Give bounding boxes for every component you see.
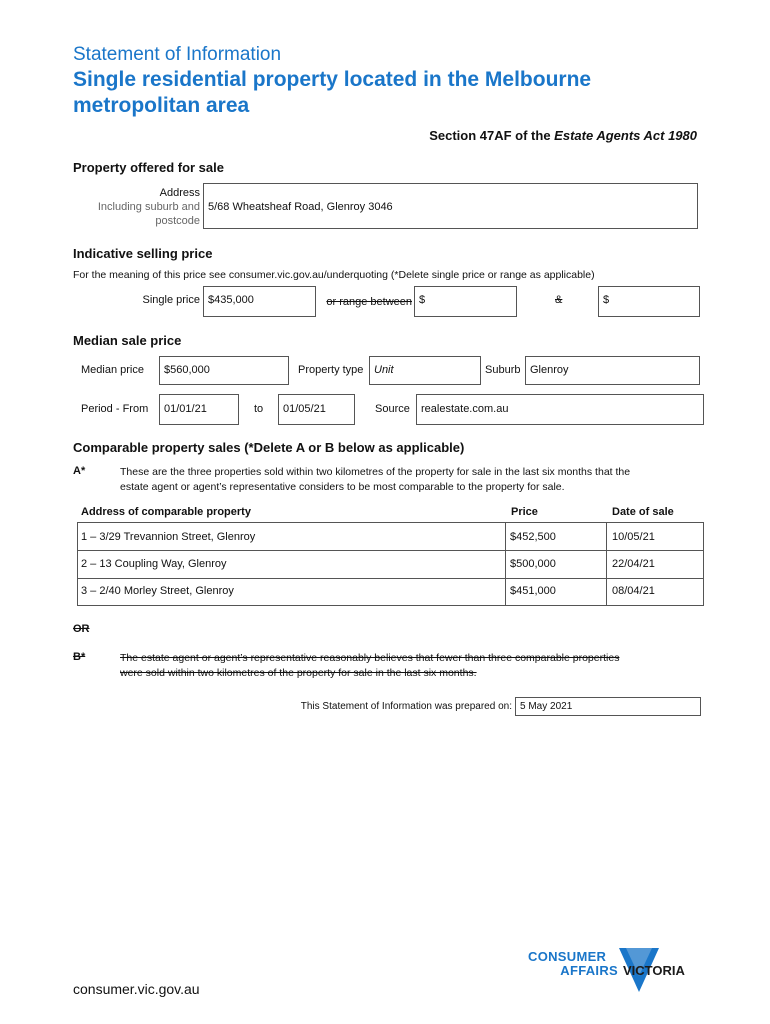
- indicative-note: For the meaning of this price see consumer.vic.gov.au/underquoting (*Delete single price or range as applicable): [73, 269, 595, 281]
- source-field[interactable]: [416, 394, 704, 425]
- single-price-value: $435,000: [208, 294, 254, 306]
- range-and-label: &: [555, 294, 563, 306]
- period-label: Period - From: [81, 403, 149, 415]
- address-value: 5/68 Wheatsheaf Road, Glenroy 3046: [208, 201, 393, 213]
- option-b-label: B*: [73, 651, 86, 663]
- option-a-text-line1: These are the three properties sold within two kilometres of the property for sale in the last six months that the: [120, 466, 631, 478]
- option-b-text-line2: were sold within two kilometres of the property for sale in the last six months.: [120, 667, 477, 679]
- comparable-table: [77, 522, 704, 606]
- property-type-field[interactable]: [369, 356, 481, 385]
- prepared-date-field[interactable]: [515, 697, 701, 716]
- source-label: Source: [375, 403, 410, 415]
- option-a-text: [120, 465, 630, 495]
- median-price-field[interactable]: [159, 356, 289, 385]
- indicative-heading: Indicative selling price: [73, 246, 213, 261]
- period-to-field[interactable]: [278, 394, 355, 425]
- section-prefix: Section 47AF of the: [429, 128, 555, 143]
- col-date-header: Date of sale: [612, 506, 674, 518]
- row-date: 10/05/21: [612, 531, 655, 543]
- range-from-value: $: [419, 294, 426, 306]
- col-address-header: Address of comparable property: [81, 506, 251, 518]
- page-title: [73, 67, 591, 119]
- row-price: $451,000: [510, 585, 556, 597]
- consumer-affairs-logo: [528, 946, 708, 996]
- or-label: OR: [73, 623, 90, 635]
- address-field[interactable]: [203, 183, 698, 229]
- section-reference: [429, 128, 697, 143]
- property-heading: Property offered for sale: [73, 160, 224, 175]
- option-a-label: A*: [73, 465, 86, 477]
- period-to-value: 01/05/21: [283, 403, 326, 415]
- address-label-line2: Including suburb and: [97, 201, 200, 213]
- option-b-text: [120, 651, 619, 681]
- address-label-line1: Address: [159, 187, 200, 199]
- median-heading: Median sale price: [73, 333, 182, 348]
- row-price: $500,000: [510, 558, 556, 570]
- median-price-value: $560,000: [164, 364, 210, 376]
- page-title-line1: Single residential property located in the Melbourne: [73, 68, 592, 91]
- option-a-text-line2: estate agent or agent’s representative considers to be most comparable to the property for sale.: [120, 481, 565, 493]
- logo-line2: AFFAIRS: [560, 963, 618, 978]
- range-to-value: $: [603, 294, 610, 306]
- single-price-label: Single price: [142, 294, 200, 306]
- period-from-value: 01/01/21: [164, 403, 207, 415]
- logo-state: VICTORIA: [623, 963, 685, 978]
- row-date: 22/04/21: [612, 558, 655, 570]
- footer-url: consumer.vic.gov.au: [73, 981, 200, 997]
- to-label: to: [254, 403, 264, 415]
- supertitle: Statement of Information: [73, 44, 282, 65]
- prepared-date-value: 5 May 2021: [520, 701, 573, 712]
- comparable-heading: Comparable property sales (*Delete A or B below as applicable): [73, 440, 465, 455]
- option-b-text-line1: The estate agent or agent’s representative reasonably believes that fewer than three comparable properties: [120, 652, 620, 664]
- property-type-label: Property type: [298, 364, 364, 376]
- prepared-label: This Statement of Information was prepared on:: [300, 701, 512, 712]
- address-label: [70, 186, 200, 228]
- row-address: 2 – 13 Coupling Way, Glenroy: [81, 558, 227, 570]
- single-price-field[interactable]: [203, 286, 316, 317]
- row-address: 1 – 3/29 Trevannion Street, Glenroy: [81, 531, 256, 543]
- range-to-field[interactable]: [598, 286, 700, 317]
- range-label: or range between: [326, 296, 412, 308]
- act-name: Estate Agents Act 1980: [554, 128, 697, 143]
- row-price: $452,500: [510, 531, 556, 543]
- median-price-label: Median price: [81, 364, 144, 376]
- page-title-line2: metropolitan area: [73, 94, 250, 117]
- suburb-label: Suburb: [485, 364, 521, 376]
- suburb-field[interactable]: [525, 356, 700, 385]
- range-from-field[interactable]: [414, 286, 517, 317]
- address-label-line3: postcode: [155, 215, 200, 227]
- row-date: 08/04/21: [612, 585, 655, 597]
- suburb-value: Glenroy: [530, 364, 569, 376]
- col-price-header: Price: [511, 506, 538, 518]
- row-address: 3 – 2/40 Morley Street, Glenroy: [81, 585, 234, 597]
- logo-line1: CONSUMER: [528, 949, 607, 964]
- period-from-field[interactable]: [159, 394, 239, 425]
- property-type-value: Unit: [374, 364, 394, 376]
- source-value: realestate.com.au: [421, 403, 509, 415]
